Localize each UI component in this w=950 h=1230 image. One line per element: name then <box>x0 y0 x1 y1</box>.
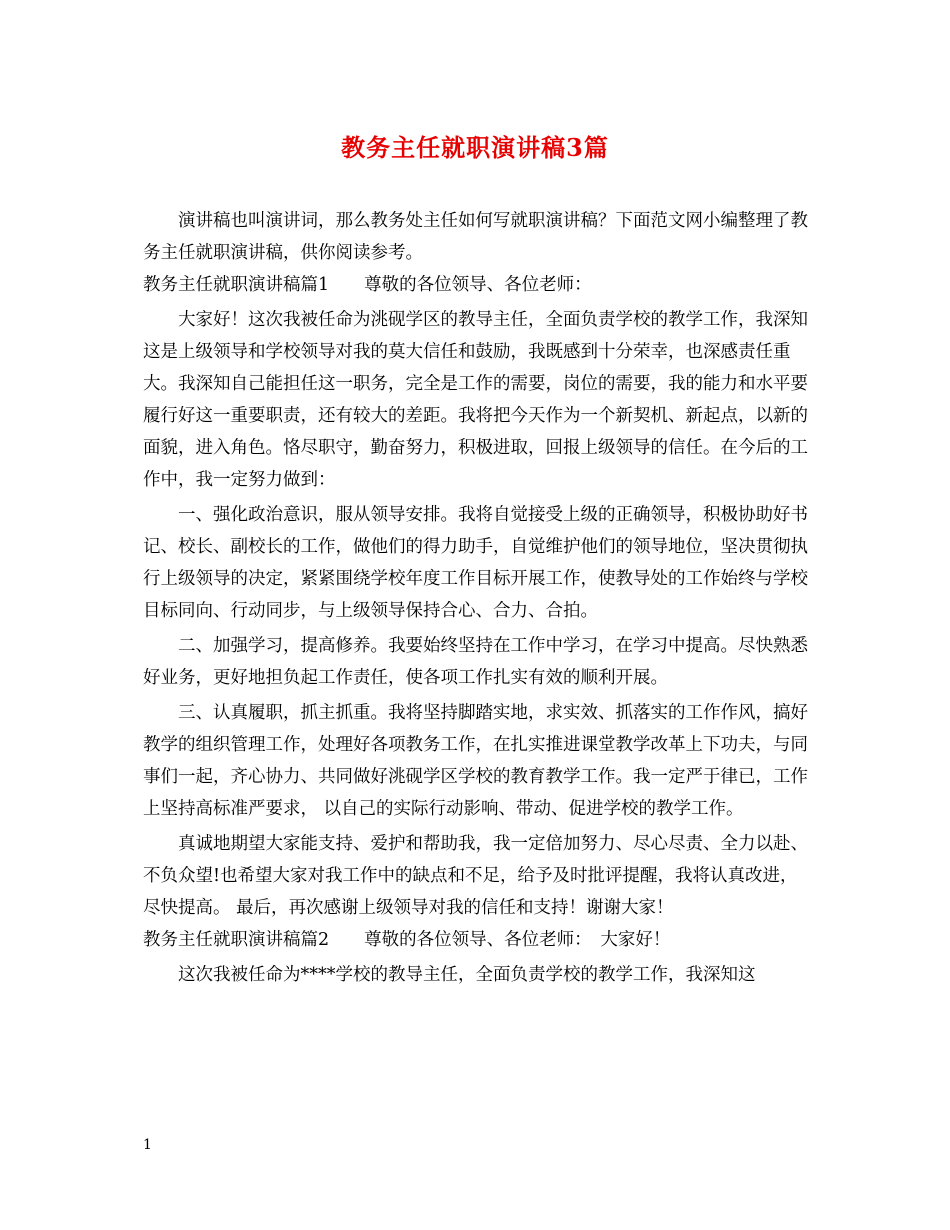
body-paragraph: 这次我被任命为****学校的教导主任，全面负责学校的教学工作，我深知这 <box>178 965 756 985</box>
document-title: 教务主任就职演讲稿3篇 <box>341 133 609 162</box>
section-heading-2: 教务主任就职演讲稿篇2 尊敬的各位领导、各位老师： 大家好！ <box>143 930 671 950</box>
body-paragraph: 一、强化政治意识，服从领导安排。我将自觉接受上级的正确领导，积极协助好书记、校长、副校长的工作，做他们的得力助手，自觉维护他们的领导地位，坚决贯彻执行上级领导的决定，紧紧围绕学校年度工作目标开展工作，使教导处的工作始终与学校目标同向、行动同步，与上级领导保持合心、合力、合拍。 <box>143 505 808 621</box>
intro-paragraph: 演讲稿也叫演讲词，那么教务处主任如何写就职演讲稿？下面范文网小编整理了教务主任就职演讲稿，供你阅读参考。 <box>143 211 808 263</box>
document-body <box>143 205 811 991</box>
section-heading-1: 教务主任就职演讲稿篇1 尊敬的各位领导、各位老师： <box>143 275 592 295</box>
body-paragraph: 二、加强学习，提高修养。我要始终坚持在工作中学习，在学习中提高。尽快熟悉好业务，更好地担负起工作责任，使各项工作扎实有效的顺利开展。 <box>143 636 808 688</box>
page-number: 1 <box>143 1137 152 1153</box>
body-paragraph: 真诚地期望大家能支持、爱护和帮助我，我一定倍加努力、尽心尽责、全力以赴、不负众望!也希望大家对我工作中的缺点和不足，给予及时批评提醒，我将认真改进，尽快提高。 最后，再次感谢上级领导对我的信任和支持！谢谢大家！ <box>143 834 808 918</box>
body-paragraph: 三、认真履职，抓主抓重。我将坚持脚踏实地，求实效、抓落实的工作作风，搞好教学的组织管理工作，处理好各项教务工作，在扎实推进课堂教学改革上下功夫，与同事们一起，齐心协力、共同做好洮砚学区学校的教育教学工作。我一定严于律已，工作上坚持高标准严要求， 以自己的实际行动影响、带动、促进学校的教学工作。 <box>143 703 808 819</box>
body-paragraph: 大家好！这次我被任命为洮砚学区的教导主任，全面负责学校的教学工作，我深知这是上级领导和学校领导对我的莫大信任和鼓励，我既感到十分荣幸，也深感责任重大。我深知自己能担任这一职务，完全是工作的需要，岗位的需要，我的能力和水平要履行好这一重要职责，还有较大的差距。我将把今天作为一个新契机、新起点，以新的面貌，进入角色。恪尽职守，勤奋努力，积极进取，回报上级领导的信任。在今后的工作中，我一定努力做到： <box>143 310 808 490</box>
